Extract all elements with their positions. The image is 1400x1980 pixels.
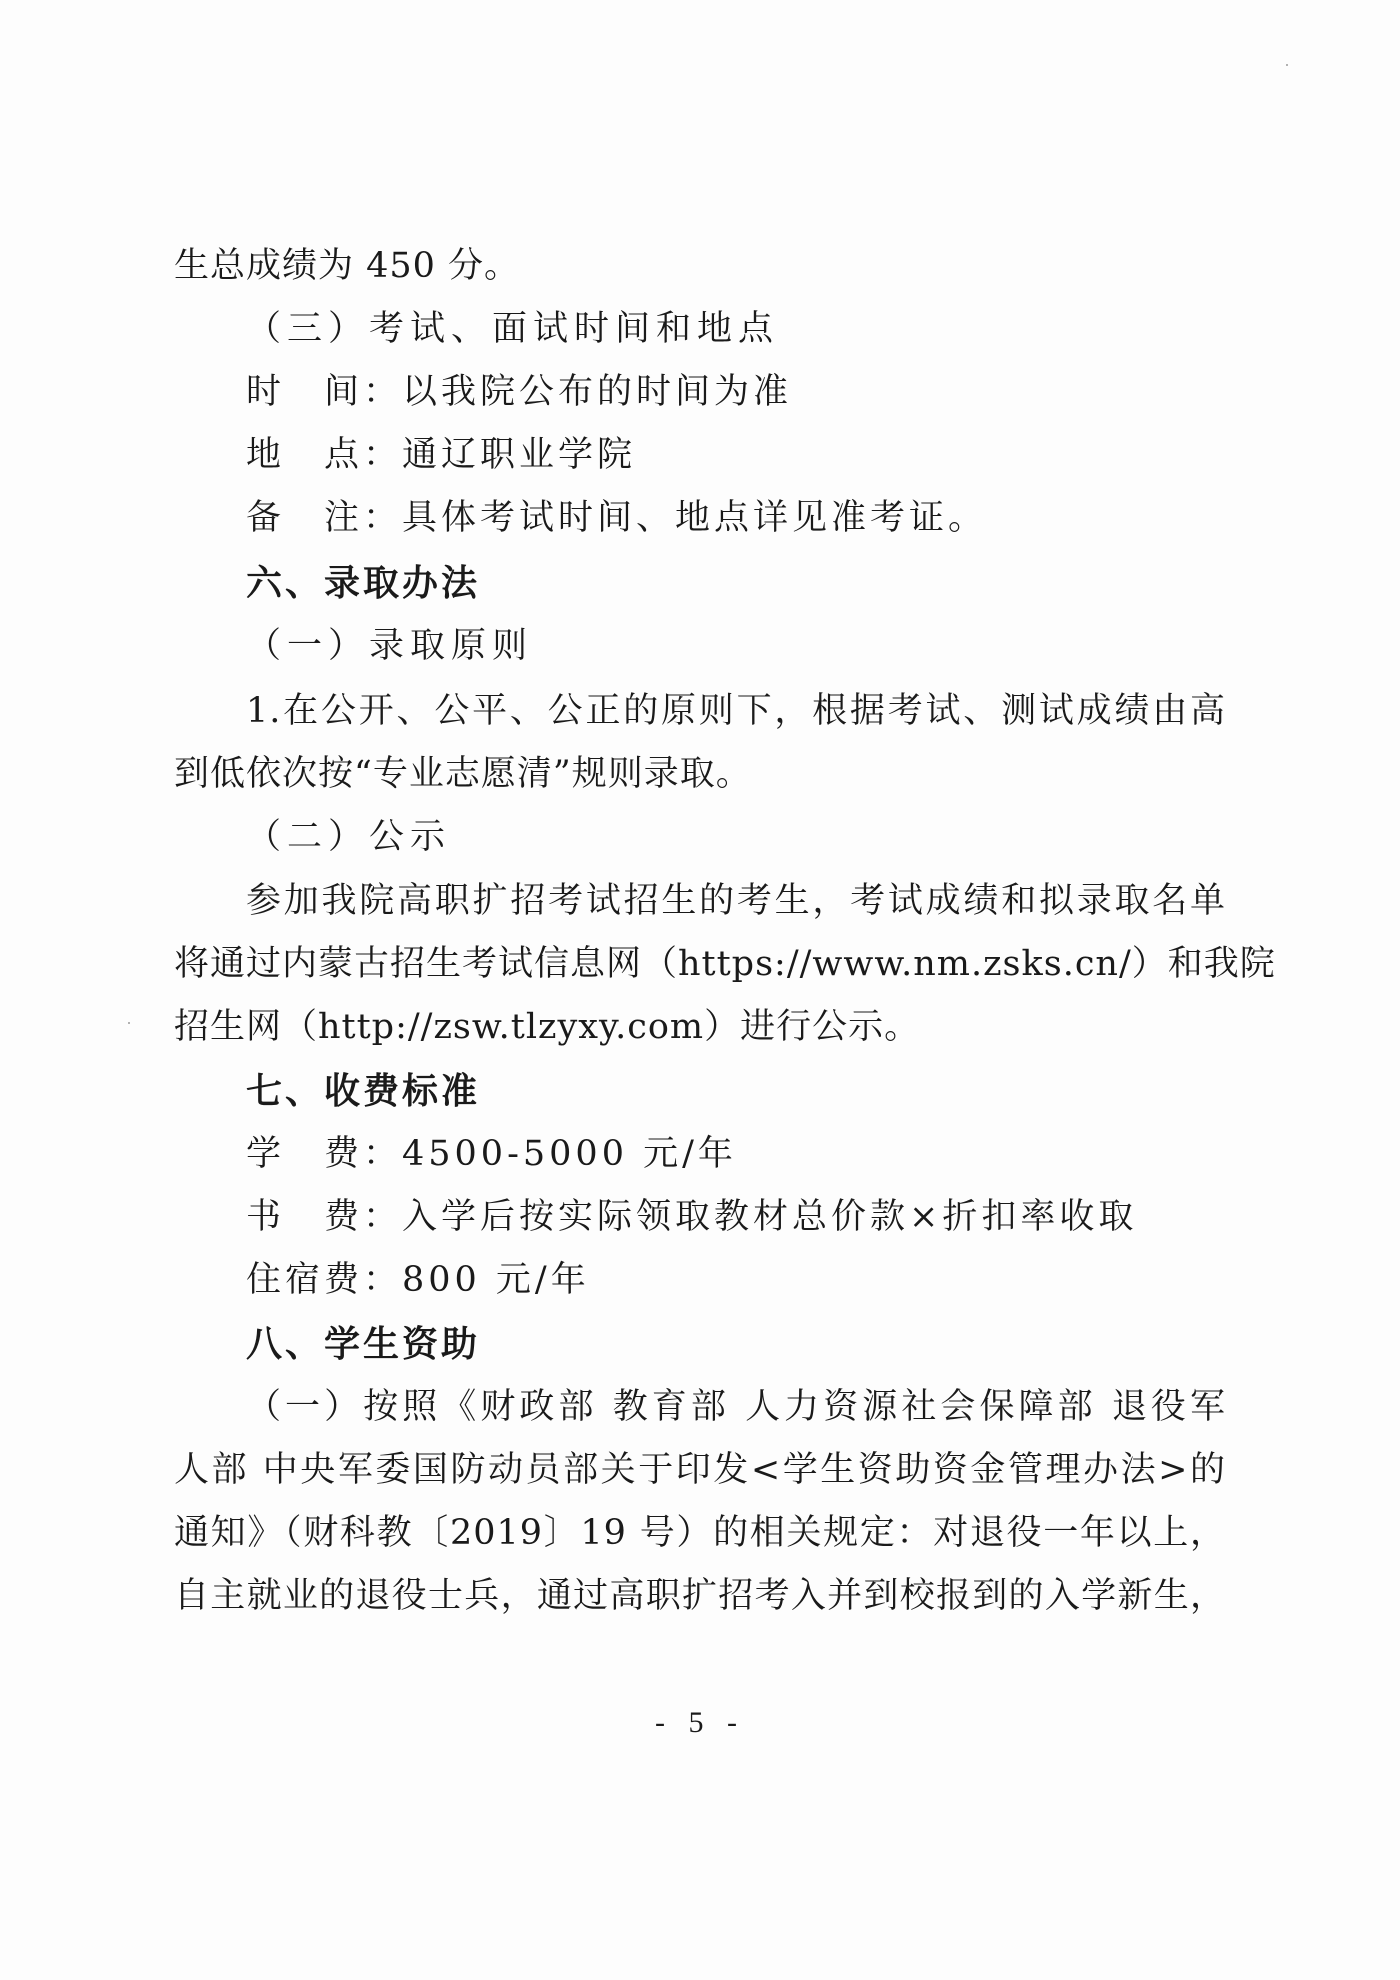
exam-location-line: 地 点：通辽职业学院 [246,435,637,475]
body-text-line: 招生网（http://zsw.tlzyxy.com）进行公示。 [174,1007,921,1047]
section-heading: 八、学生资助 [246,1324,481,1365]
body-text-line: 自主就业的退役士兵，通过高职扩招考入并到校报到的入学新生， [174,1576,1226,1616]
book-fee-line: 书 费：入学后按实际领取教材总价款×折扣率收取 [246,1197,1138,1237]
body-text-line: 到低依次按“专业志愿清”规则录取。 [174,754,752,794]
subsection-heading: （三）考试、面试时间和地点 [246,309,780,349]
scan-speck [128,1022,130,1024]
section-heading: 六、录取办法 [246,563,481,604]
body-text-line: 将通过内蒙古招生考试信息网（https://www.nm.zsks.cn/）和我院 [174,944,1276,984]
body-text-line: 人部 中央军委国防动员部关于印发<学生资助资金管理办法>的 [174,1450,1226,1490]
body-text-line: 生总成绩为 450 分。 [174,246,521,286]
body-text-line: （一）按照《财政部 教育部 人力资源社会保障部 退役军 [246,1387,1226,1427]
exam-note-line: 备 注：具体考试时间、地点详见准考证。 [246,498,988,538]
subsection-heading: （二）公示 [246,817,452,857]
accommodation-fee-line: 住宿费：800 元/年 [246,1260,590,1300]
body-text-line: 参加我院高职扩招考试招生的考生，考试成绩和拟录取名单 [246,881,1226,921]
body-text-line: 1.在公开、公平、公正的原则下，根据考试、测试成绩由高 [246,691,1226,731]
body-text-line: 通知》（财科教〔2019〕19 号）的相关规定：对退役一年以上， [174,1513,1226,1553]
exam-time-line: 时 间：以我院公布的时间为准 [246,372,793,412]
section-heading: 七、收费标准 [246,1071,481,1112]
scan-speck [1286,64,1288,66]
subsection-heading: （一）录取原则 [246,626,534,666]
page-number: - 5 - [655,1706,745,1739]
tuition-fee-line: 学 费：4500-5000 元/年 [246,1134,737,1174]
